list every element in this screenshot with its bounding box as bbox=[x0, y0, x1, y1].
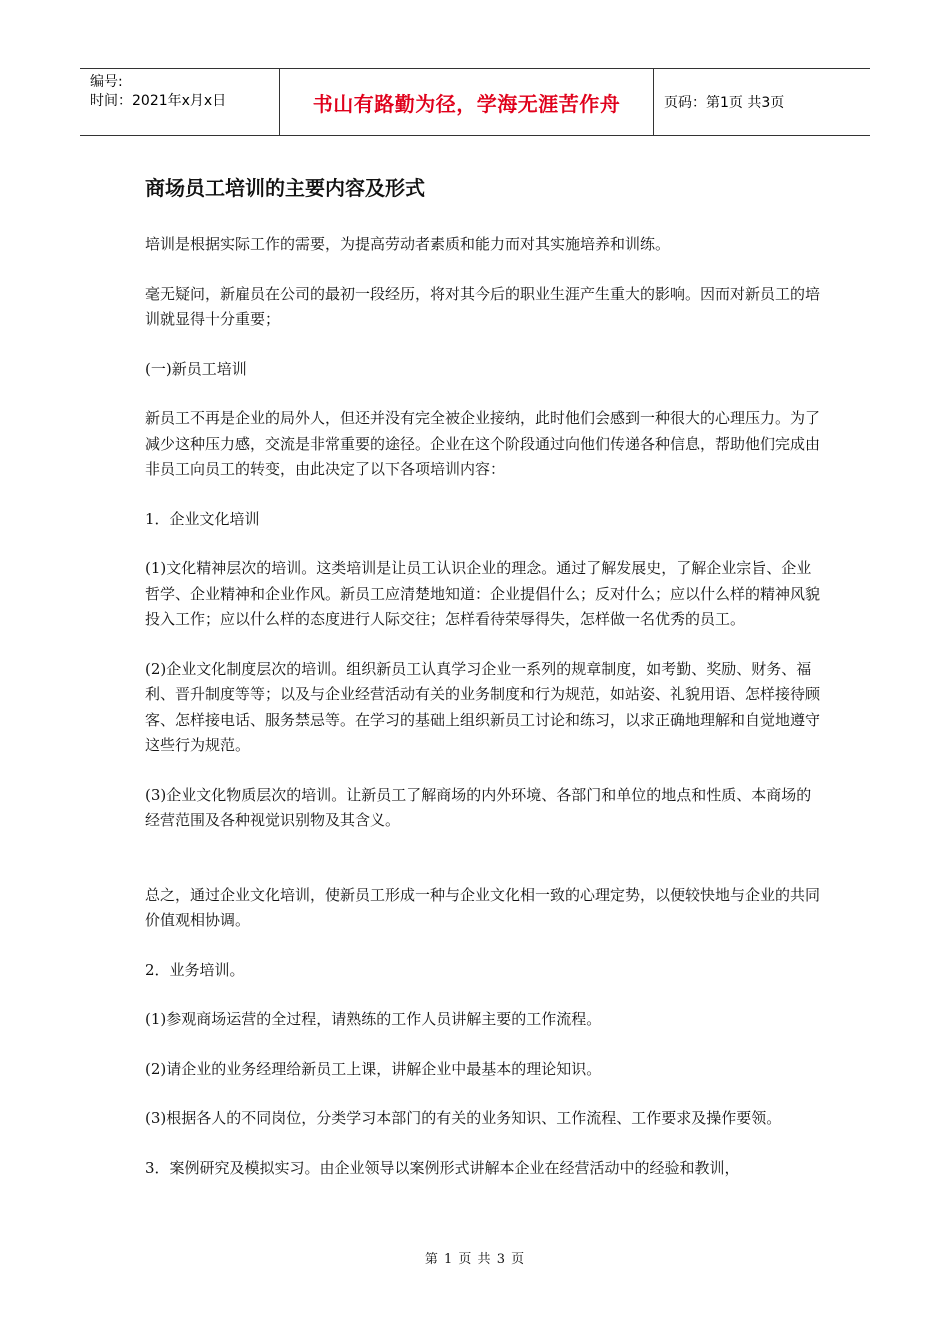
paragraph: (3)企业文化物质层次的培训。让新员工了解商场的内外环境、各部门和单位的地点和性质、本商场的经营范围及各种视觉识别物及其含义。 bbox=[145, 785, 812, 829]
header-meta bbox=[80, 69, 280, 135]
doc-date-label: 时间：2021年x月x日 bbox=[90, 93, 227, 109]
header-page-info: 页码：第1页 共3页 bbox=[664, 95, 785, 111]
paragraph: (2)请企业的业务经理给新员工上课，讲解企业中最基本的理论知识。 bbox=[145, 1059, 602, 1078]
paragraph: (3)根据各人的不同岗位，分类学习本部门的有关的业务知识、工作流程、工作要求及操作要领。 bbox=[145, 1109, 782, 1127]
subsection-heading: 2．业务培训。 bbox=[145, 960, 245, 979]
paragraph: 毫无疑问，新雇员在公司的最初一段经历，将对其今后的职业生涯产生重大的影响。因而对新员工的培训就显得十分重要； bbox=[145, 284, 821, 328]
paragraph: (1)参观商场运营的全过程，请熟练的工作人员讲解主要的工作流程。 bbox=[145, 1010, 602, 1028]
section-heading: (一)新员工培训 bbox=[145, 359, 247, 378]
document-body bbox=[145, 232, 825, 1205]
paragraph: 3．案例研究及模拟实习。由企业领导以案例形式讲解本企业在经营活动中的经验和教训， bbox=[145, 1158, 740, 1177]
page-header bbox=[80, 68, 870, 136]
paragraph: (2)企业文化制度层次的培训。组织新员工认真学习企业一系列的规章制度，如考勤、奖励、财务、福利、晋升制度等等；以及与企业经营活动有关的业务制度和行为规范，如站姿、礼貌用语、怎样接待顾客、怎样接电话、服务禁忌等。在学习的基础上组织新员工讨论和练习，以求正确地理解和自觉地遵守这些行为规范。 bbox=[145, 659, 821, 754]
paragraph: 培训是根据实际工作的需要，为提高劳动者素质和能力而对其实施培养和训练。 bbox=[145, 235, 671, 253]
document-title: 商场员工培训的主要内容及形式 bbox=[145, 176, 425, 200]
subsection-heading: 1．企业文化培训 bbox=[145, 509, 260, 528]
paragraph: (1)文化精神层次的培训。这类培训是让员工认识企业的理念。通过了解发展史，了解企业宗旨、企业哲学、企业精神和企业作风。新员工应清楚地知道：企业提倡什么；反对什么；应以什么样的精神风貌投入工作；应以什么样的态度进行人际交往；怎样看待荣辱得失，怎样做一名优秀的员工。 bbox=[145, 559, 821, 628]
page-footer: 第 1 页 共 3 页 bbox=[424, 1252, 526, 1267]
paragraph: 总之，通过企业文化培训，使新员工形成一种与企业文化相一致的心理定势，以便较快地与企业的共同价值观相协调。 bbox=[145, 885, 821, 929]
doc-number-label: 编号: bbox=[90, 74, 123, 90]
header-motto: 书山有路勤为径，学海无涯苦作舟 bbox=[280, 69, 654, 135]
paragraph: 新员工不再是企业的局外人，但还并没有完全被企业接纳，此时他们会感到一种很大的心理压力。为了减少这种压力感，交流是非常重要的途径。企业在这个阶段通过向他们传递各种信息，帮助他们完成由非员工向员工的转变，由此决定了以下各项培训内容： bbox=[145, 409, 821, 478]
